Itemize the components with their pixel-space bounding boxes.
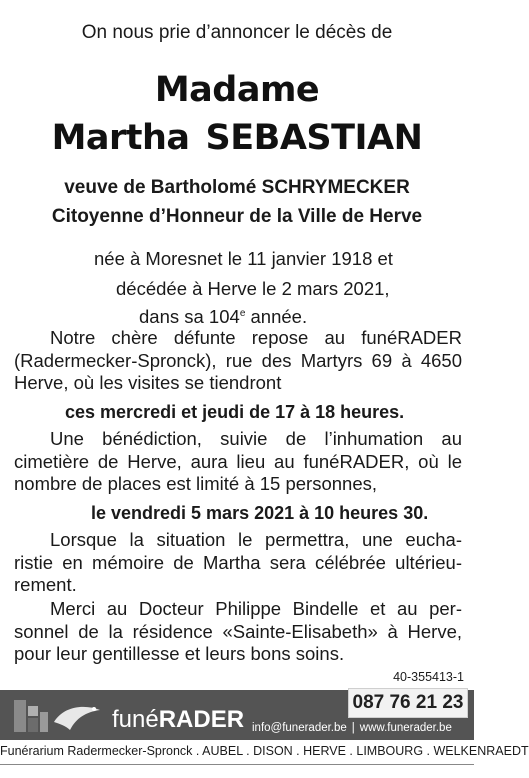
reference-number: 40-355413-1: [393, 670, 464, 684]
thanks-line: Merci au Docteur Philippe Bindelle et au per-: [50, 598, 462, 619]
contact-info: [252, 722, 452, 734]
birth-line: née à Moresnet le 11 janvier 1918 et: [94, 248, 393, 269]
email-link[interactable]: info@funerader.be: [252, 722, 347, 734]
deceased-name: [0, 118, 474, 158]
death-line: décédée à Herve le 2 mars 2021,: [116, 278, 390, 299]
blessing-paragraph: [14, 428, 462, 496]
visit-times: ces mercredi et jeudi de 17 à 18 heures.: [65, 402, 405, 422]
blessing-line: Une bénédiction, suivie de l’inhumation au: [50, 428, 462, 449]
visits-line: (Radermecker-Spronck), rue des Martyrs 69 à 4650: [14, 349, 462, 371]
blessing-line: cimetière de Herve, aura lieu au funéRADER, où le: [14, 450, 462, 472]
eucharist-line: Lorsque la situation le permettra, une eucha-: [50, 529, 462, 550]
blessing-line: nombre de places est limité à 15 personnes,: [14, 473, 378, 494]
thanks-line: sonnel de la résidence «Sainte-Elisabeth» à Herve,: [14, 620, 462, 642]
eucharist-line: ristie en mémoire de Martha sera célébrée ultérieu-: [14, 551, 462, 573]
intro-text: On nous prie d’annoncer le décès de: [81, 22, 393, 43]
bottom-rule: [0, 764, 474, 765]
blessing-date: le vendredi 5 mars 2021 à 10 heures 30.: [91, 503, 429, 523]
visits-paragraph: [14, 327, 462, 395]
brand-light: funé: [112, 706, 159, 733]
first-name: Martha: [51, 118, 190, 158]
age-suffix: année.: [245, 306, 308, 327]
relation-line: veuve de Bartholomé SCHRYMECKER: [64, 177, 410, 198]
age-prefix: dans sa 104: [139, 306, 240, 327]
last-name: SEBASTIAN: [205, 118, 423, 158]
title-madame: Madame: [154, 70, 320, 110]
locations-line: Funérarium Radermecker-Spronck . AUBEL . DISON . HERVE . LIMBOURG . WELKENRAEDT: [0, 744, 529, 758]
funerader-logo-icon: [14, 696, 104, 736]
honor-line: Citoyenne d’Honneur de la Ville de Herve: [51, 206, 423, 227]
website-link[interactable]: www.funerader.be: [359, 722, 452, 734]
phone-number[interactable]: 087 76 21 23: [348, 688, 468, 718]
visits-line: Herve, où les visites se tiendront: [14, 372, 282, 393]
thanks-line: pour leur gentillesse et leurs bons soins.: [14, 643, 345, 664]
eucharist-paragraph: [14, 529, 462, 597]
age-line: [139, 306, 307, 328]
thanks-paragraph: [14, 598, 462, 666]
visits-line: Notre chère défunte repose au funéRADER: [50, 327, 462, 348]
eucharist-line: rement.: [14, 574, 77, 595]
age-superscript: e: [239, 307, 246, 319]
brand-name: [112, 706, 244, 734]
contact-separator: |: [351, 722, 355, 734]
brand-bold: RADER: [158, 706, 245, 733]
